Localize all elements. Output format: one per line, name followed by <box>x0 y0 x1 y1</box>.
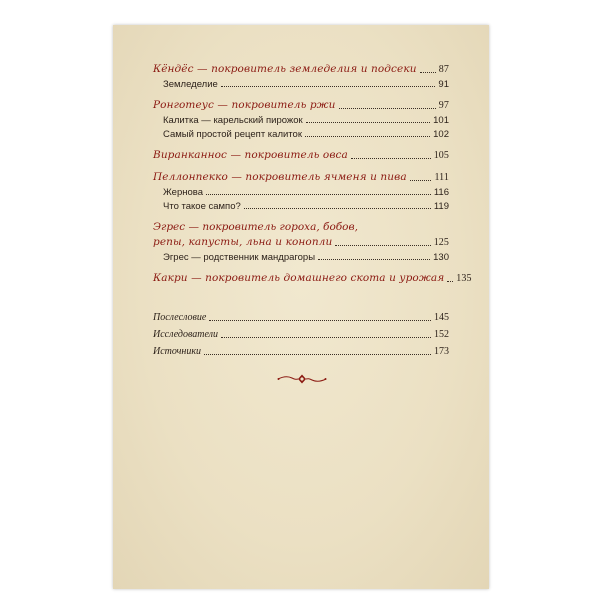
toc-sub-kalitka[interactable] <box>153 115 449 126</box>
subsection-title: Жернова <box>163 186 203 198</box>
subsection-title: Самый простой рецепт калиток <box>163 128 302 140</box>
toc-back-sources[interactable] <box>153 346 449 358</box>
dot-leader <box>221 86 436 87</box>
chapter-title: Пеллонпекко — покровитель ячменя и пива <box>153 170 407 183</box>
chapter-page-number: 105 <box>433 149 449 161</box>
dot-leader <box>209 320 431 321</box>
subsection-page-number: 102 <box>433 128 449 140</box>
chapter-title: репы, капусты, льна и конопли <box>153 235 333 248</box>
chapter-page-number: 135 <box>456 272 472 284</box>
chapter-page-number: 125 <box>433 236 449 248</box>
subsection-title: Что такое сампо? <box>163 200 241 212</box>
dot-leader <box>335 245 430 246</box>
dot-leader <box>318 259 430 260</box>
subsection-page-number: 119 <box>433 200 449 212</box>
back-matter-page-number: 145 <box>434 311 449 323</box>
dot-leader <box>204 354 431 355</box>
back-matter-title: Исследователи <box>153 328 218 340</box>
chapter-page-number: 97 <box>438 99 449 111</box>
dot-leader <box>420 72 436 73</box>
chapter-page-number: 87 <box>438 63 449 75</box>
dot-leader <box>206 194 431 195</box>
toc-back-researchers[interactable] <box>153 329 449 341</box>
toc-sub-sampo[interactable] <box>153 201 449 212</box>
toc-sub-mandragora[interactable] <box>153 252 449 263</box>
back-matter-page-number: 152 <box>434 328 449 340</box>
toc-chapter-pellonpekko[interactable] <box>153 171 449 184</box>
toc-chapter-kendes[interactable] <box>153 63 449 76</box>
dot-leader <box>339 108 436 109</box>
chapter-title: Какри — покровитель домашнего скота и урожая <box>153 271 445 284</box>
back-matter-title: Источники <box>153 345 202 357</box>
decorative-flourish-icon <box>276 373 328 385</box>
subsection-page-number: 116 <box>433 186 449 198</box>
dot-leader <box>447 281 453 282</box>
subsection-page-number: 91 <box>438 78 449 90</box>
dot-leader <box>221 337 431 338</box>
toc-chapter-virankannos[interactable] <box>153 149 449 162</box>
back-matter-page-number: 173 <box>434 345 449 357</box>
toc-sub-recipe[interactable] <box>153 129 449 140</box>
toc-chapter-kakri[interactable] <box>153 271 472 285</box>
back-matter-title: Послесловие <box>153 311 207 323</box>
subsection-title: Калитка — карельский пирожок <box>163 114 303 126</box>
subsection-page-number: 101 <box>433 114 449 126</box>
chapter-title: Ронготеус — покровитель ржи <box>153 98 336 111</box>
subsection-title: Земледелие <box>163 78 218 90</box>
toc-chapter-rongoteus[interactable] <box>153 99 449 112</box>
toc-chapter-egres[interactable] <box>153 236 449 249</box>
toc-sub-zhernova[interactable] <box>153 187 449 198</box>
dot-leader <box>306 122 430 123</box>
chapter-page-number: 111 <box>434 171 449 183</box>
toc-back-afterword[interactable] <box>153 312 449 324</box>
chapter-title: Кёндёс — покровитель земледелия и подсеки <box>153 63 417 75</box>
dot-leader <box>410 180 432 181</box>
toc-chapter-egres-line1[interactable]: Эгрес — покровитель гороха, бобов, <box>153 221 358 234</box>
dot-leader <box>305 136 430 137</box>
book-page <box>113 25 489 589</box>
subsection-page-number: 130 <box>433 251 449 263</box>
chapter-title: Виранканнос — покровитель овса <box>153 149 348 162</box>
subsection-title: Эгрес — родственник мандрагоры <box>163 251 316 263</box>
table-of-contents <box>153 63 472 358</box>
dot-leader <box>244 208 431 209</box>
back-matter <box>153 312 449 358</box>
dot-leader <box>351 158 431 159</box>
toc-sub-zemledelie[interactable] <box>153 79 449 90</box>
